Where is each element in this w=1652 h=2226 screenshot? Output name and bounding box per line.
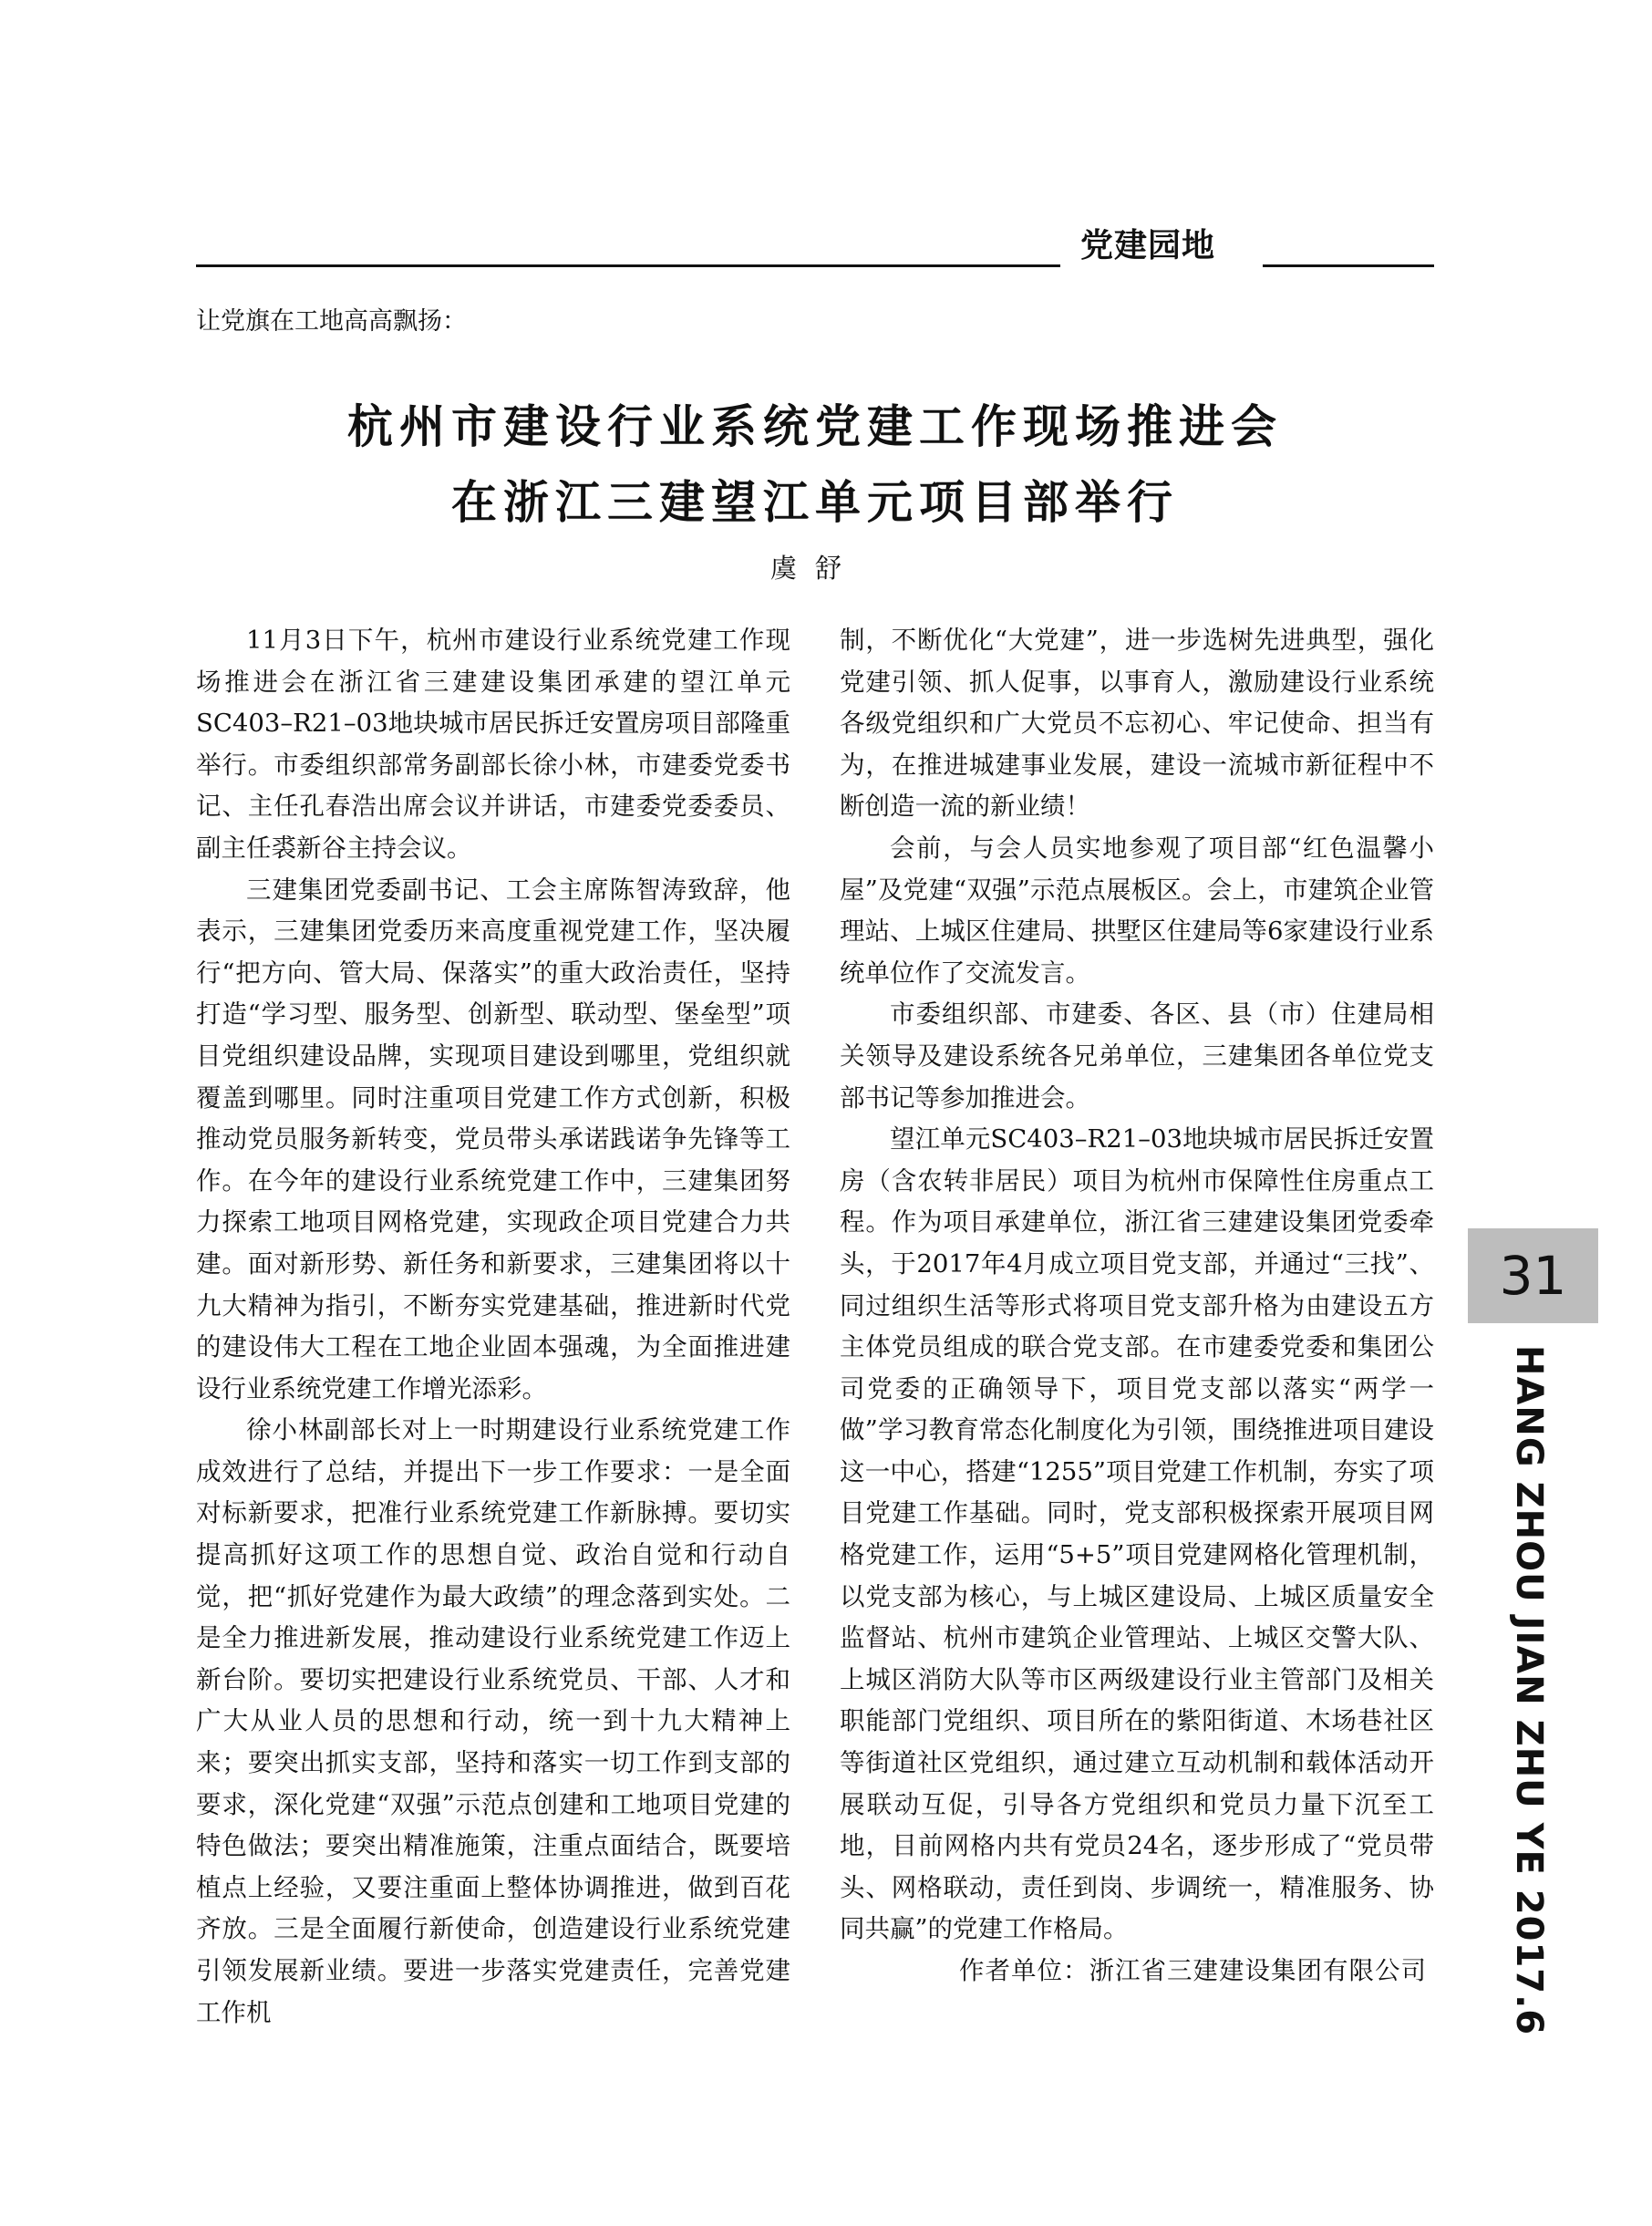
magazine-side-label: HANG ZHOU JIAN ZHU YE 2017.6 <box>1508 1345 1550 2036</box>
body-paragraph: 徐小林副部长对上一时期建设行业系统党建工作成效进行了总结，并提出下一步工作要求：一是全面对标新要求，把准行业系统党建工作新脉搏。要切实提高抓好这项工作的思想自觉、政治自觉和行动自觉，把“抓好党建作为最大政绩”的理念落到实处。二是全力推进新发展，推动建设行业系统党建工作迈上新台阶。要切实把建设行业系统党员、干部、人才和广大从业人员的思想和行动，统一到十九大精神上来；要突出抓实支部，坚持和落实一切工作到支部的要求，深化党建“双强”示范点创建和工地项目党建的特色做法；要突出精准施策，注重点面结合，既要培植点上经验，又要注重面上整体协调推进，做到百花齐放。三是全面履行新使命，创造建设行业系统党建引领发展新业绩。要进一步落实党建责任，完善党建工作机 <box>196 1415 790 2027</box>
article-title-line-1: 杭州市建设行业系统党建工作现场推进会 <box>347 399 1283 453</box>
page-number: 31 <box>1499 1245 1567 1307</box>
left-column <box>196 620 790 2034</box>
article-title-line-2: 在浙江三建望江单元项目部举行 <box>451 475 1179 529</box>
body-paragraph: 三建集团党委副书记、工会主席陈智涛致辞，他表示，三建集团党委历来高度重视党建工作，坚决履行“把方向、管大局、保落实”的重大政治责任，坚持打造“学习型、服务型、创新型、联动型、堡垒型”项目党组织建设品牌，实现项目建设到哪里，党组织就覆盖到哪里。同时注重项目党建工作方式创新，积极推动党员服务新转变，党员带头承诺践诺争先锋等工作。在今年的建设行业系统党建工作中，三建集团努力探索工地项目网格党建，实现政企项目党建合力共建。面对新形势、新任务和新要求，三建集团将以十九大精神为指引，不断夯实党建基础，推进新时代党的建设伟大工程在工地企业固本强魂，为全面推进建设行业系统党建工作增光添彩。 <box>196 875 790 1403</box>
page-number-tab <box>1468 1228 1598 1323</box>
body-paragraph: 市委组织部、市建委、各区、县（市）住建局相关领导及建设系统各兄弟单位，三建集团各单位党支部书记等参加推进会。 <box>840 999 1434 1113</box>
header-rule-right <box>1263 264 1434 267</box>
section-title: 党建园地 <box>1080 227 1216 264</box>
body-paragraph: 会前，与会人员实地参观了项目部“红色温馨小屋”及党建“双强”示范点展板区。会上，市建筑企业管理站、上城区住建局、拱墅区住建局等6家建设行业系统单位作了交流发言。 <box>840 833 1434 988</box>
body-paragraph: 望江单元SC403–R21–03地块城市居民拆迁安置房（含农转非居民）项目为杭州市保障性住房重点工程。作为项目承建单位，浙江省三建建设集团党委牵头，于2017年4月成立项目党支部，并通过“三找”、同过组织生活等形式将项目党支部升格为由建设五方主体党员组成的联合党支部。在市建委党委和集团公司党委的正确领导下，项目党支部以落实“两学一做”学习教育常态化制度化为引领，围绕推进项目建设这一中心，搭建“1255”项目党建工作机制，夯实了项目党建工作基础。同时，党支部积极探索开展项目网格党建工作，运用“5+5”项目党建网格化管理机制，以党支部为核心，与上城区建设局、上城区质量安全监督站、杭州市建筑企业管理站、上城区交警大队、上城区消防大队等市区两级建设行业主管部门及相关职能部门党组织、项目所在的紫阳街道、木场巷社区等街道社区党组织，通过建立互动机制和载体活动开展联动互促，引导各方党组织和党员力量下沉至工地，目前网格内共有党员24名，逐步形成了“党员带头、网格联动，责任到岗、步调统一，精准服务、协同共赢”的党建工作格局。 <box>840 1124 1434 1944</box>
author-affiliation: 作者单位：浙江省三建建设集团有限公司 <box>959 1956 1427 1985</box>
section-header <box>196 226 1434 274</box>
right-column <box>840 620 1434 1993</box>
article-author: 虞舒 <box>769 553 860 584</box>
header-rule-left <box>196 264 1060 267</box>
body-paragraph-continued: 制，不断优化“大党建”，进一步选树先进典型，强化党建引领、抓人促事，以事育人，激励建设行业系统各级党组织和广大党员不忘初心、牢记使命、担当有为，在推进城建事业发展，建设一流城市新征程中不断创造一流的新业绩！ <box>840 626 1434 822</box>
article-kicker: 让党旗在工地高高飘扬： <box>196 307 467 336</box>
body-paragraph: 11月3日下午，杭州市建设行业系统党建工作现场推进会在浙江省三建建设集团承建的望江单元SC403–R21–03地块城市居民拆迁安置房项目部隆重举行。市委组织部常务副部长徐小林，市建委党委书记、主任孔春浩出席会议并讲话，市建委党委委员、副主任裘新谷主持会议。 <box>196 626 790 863</box>
